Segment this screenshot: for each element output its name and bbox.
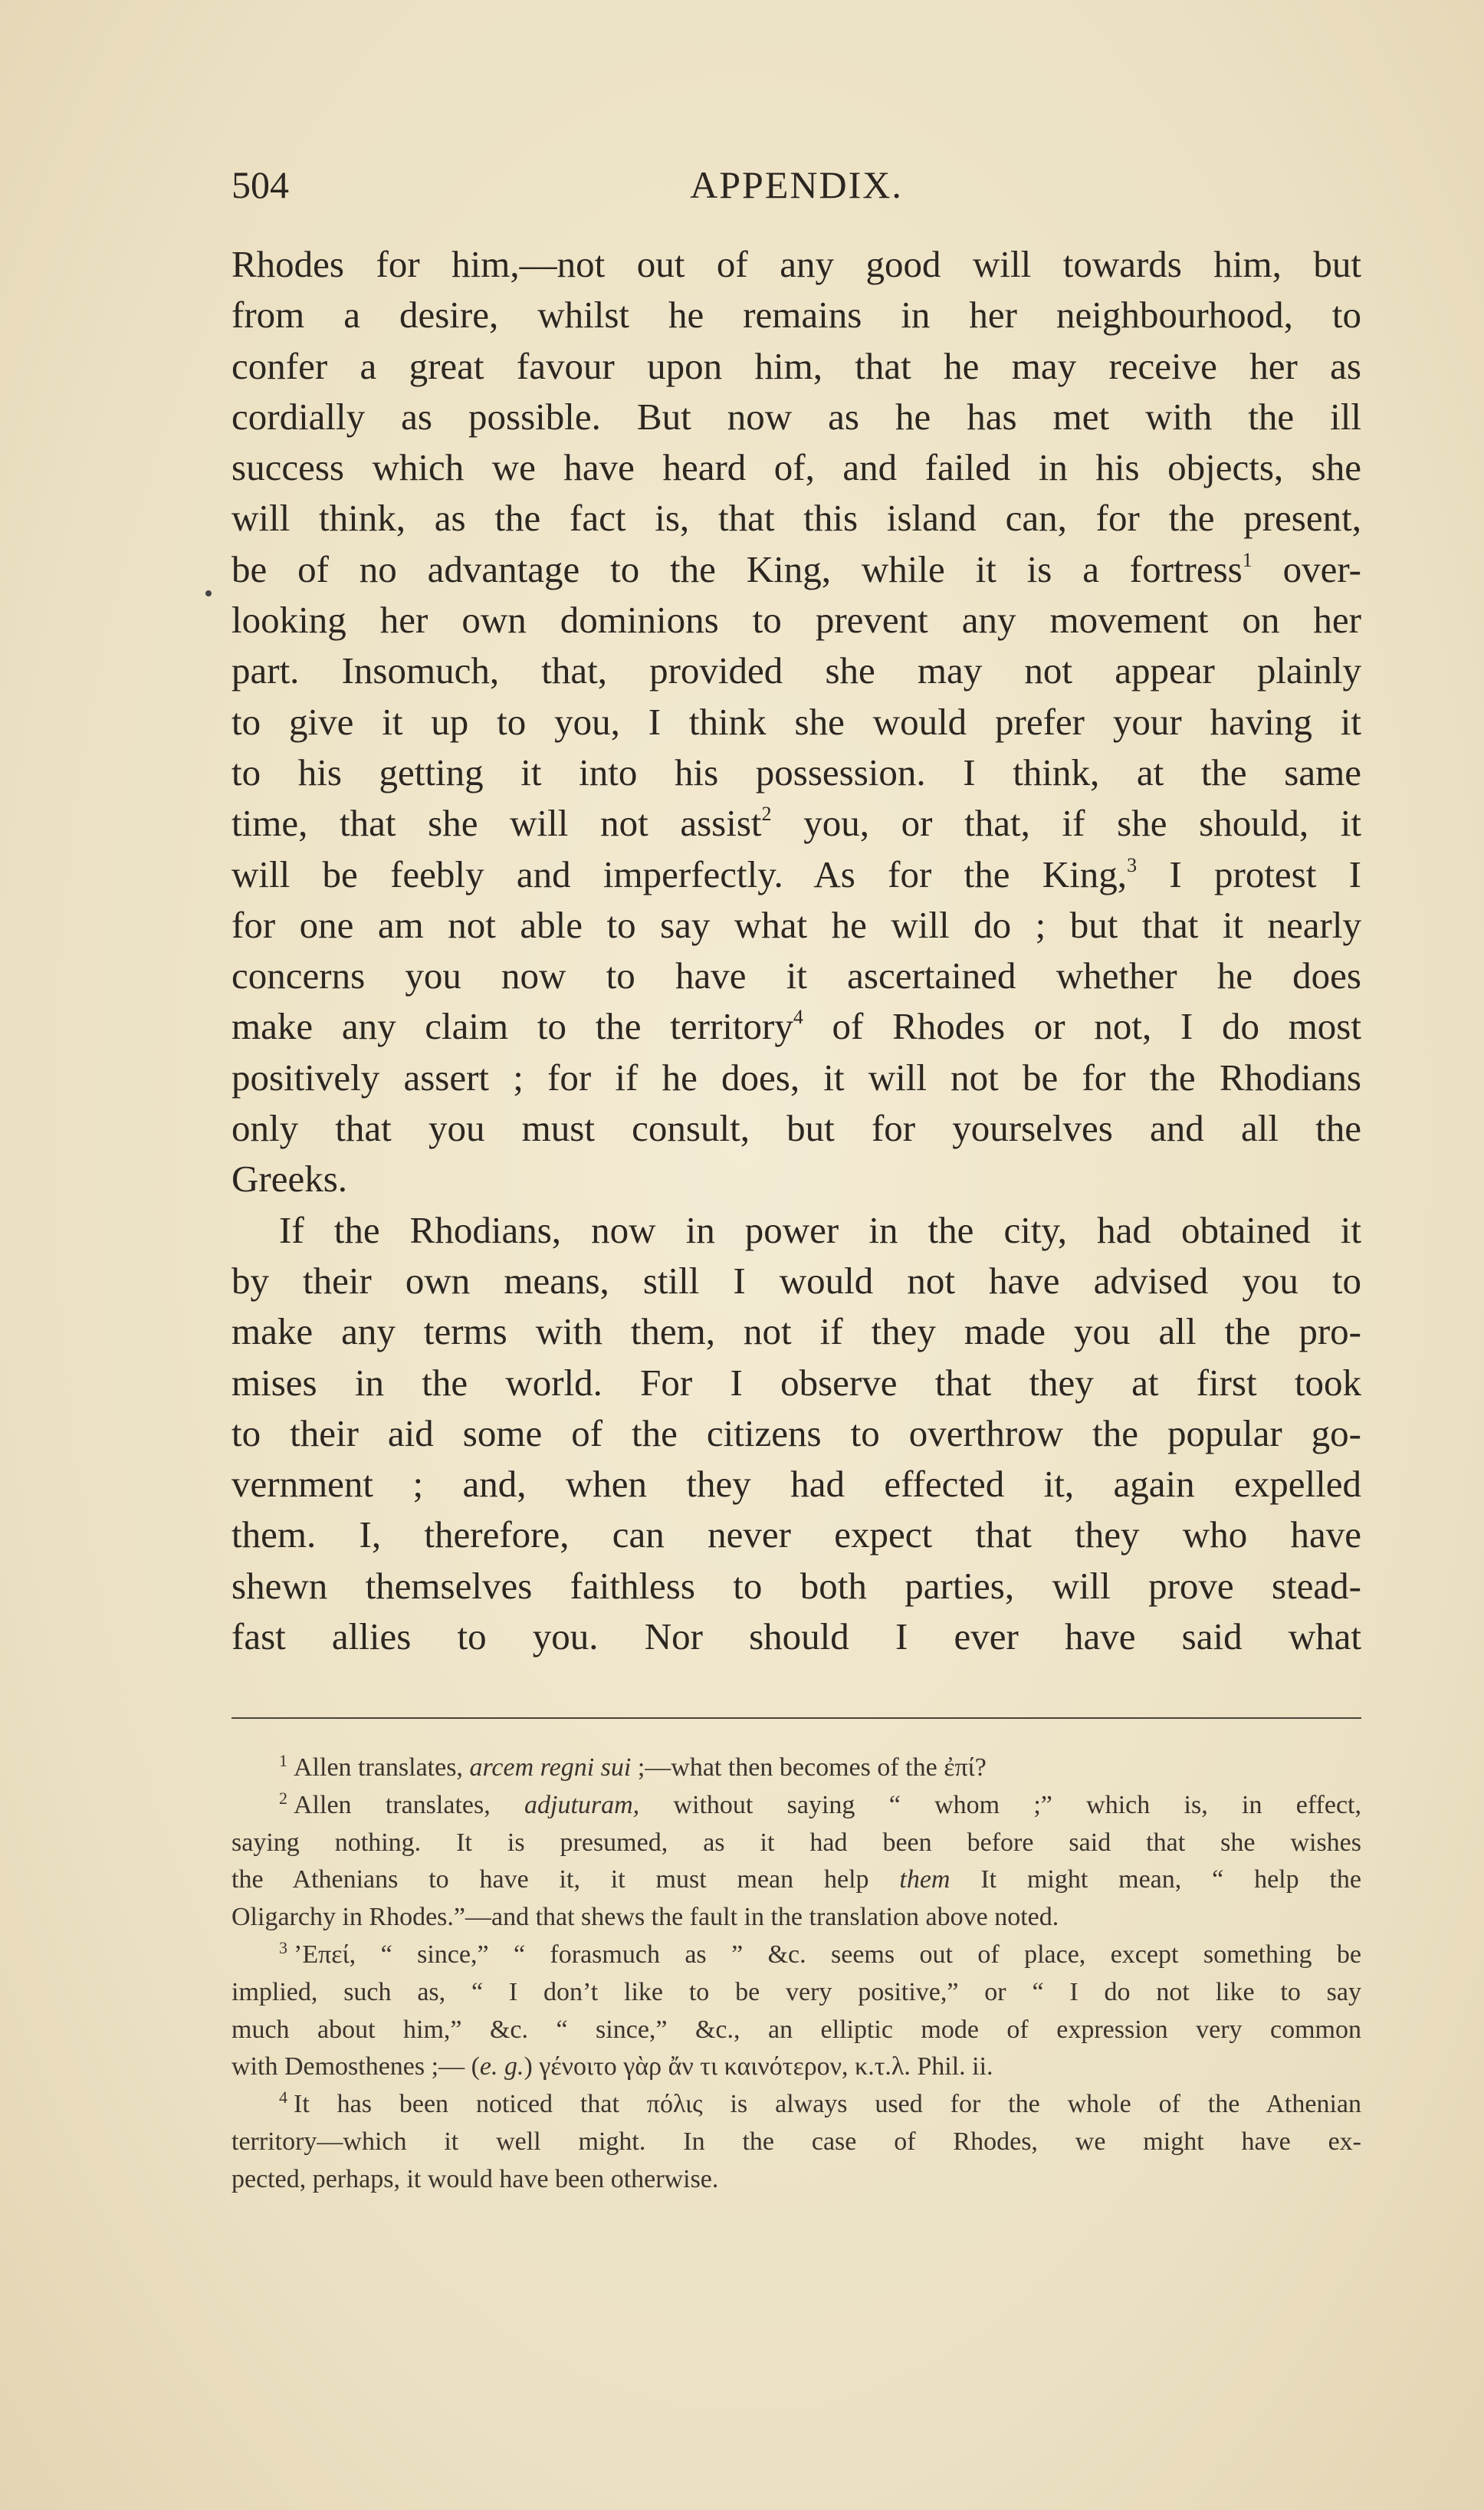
footnote-ref-3: 3 <box>1127 853 1138 876</box>
text-segment: make any claim to the territory <box>231 1005 793 1048</box>
text-line: looking her own dominions to prevent any movement on her <box>231 599 1361 642</box>
footnote-ref-2: 2 <box>761 803 772 826</box>
text-line: part. Insomuch, that, provided she may not appear plainly <box>231 649 1361 692</box>
text-line: by their own means, still I would not have advised you to <box>231 1259 1361 1302</box>
text-line: success which we have heard of, and failed in his objects, she <box>231 446 1361 489</box>
text-line: to give it up to you, I think she would prefer your having it <box>231 700 1361 743</box>
text-line <box>231 1001 1361 1052</box>
footnote-2 <box>231 1787 1361 1825</box>
text-segment: of Rhodes or not, I do most <box>803 1005 1361 1048</box>
text-line: concerns you now to have it ascertained whether he does <box>231 954 1361 997</box>
text-line: mises in the world. For I observe that they at first took <box>231 1361 1361 1404</box>
footnote-italic: adjuturam, <box>524 1790 640 1819</box>
footnote-italic: e. g. <box>479 2052 524 2081</box>
footnote-line: implied, such as, “ I don’t like to be very positive,” or “ I do not like to say <box>231 1977 1361 2006</box>
footnote-text: ;—what then becomes of the ἐπί? <box>631 1753 987 1782</box>
page-header <box>231 163 1361 216</box>
text-line: to their aid some of the citizens to overthrow the popular go- <box>231 1411 1361 1454</box>
text-line <box>231 849 1361 900</box>
footnote-text: Allen translates, <box>294 1753 470 1782</box>
text-line: Rhodes for him,—not out of any good will towards him, but <box>231 243 1361 285</box>
running-head: APPENDIX. <box>690 163 903 206</box>
footnote-text: Allen translates, <box>294 1790 524 1819</box>
text-line: make any terms with them, not if they made you all the pro- <box>231 1310 1361 1353</box>
footnote-text: the Athenians to have it, it must mean help <box>231 1865 900 1894</box>
footnote-rule <box>231 1717 1361 1719</box>
footnote-ref-1: 1 <box>1242 548 1253 571</box>
footnotes <box>231 1749 1361 2199</box>
text-line: only that you must consult, but for yourselves and all the <box>231 1107 1361 1150</box>
footnote-italic: them <box>899 1865 950 1894</box>
text-line: confer a great favour upon him, that he may receive her as <box>231 344 1361 387</box>
text-line <box>231 798 1361 849</box>
footnote-line: pected, perhaps, it would have been otherwise. <box>231 2164 719 2193</box>
text-line: from a desire, whilst he remains in her neighbourhood, to <box>231 294 1361 337</box>
page-number: 504 <box>231 163 289 206</box>
text-segment: I protest I <box>1137 853 1361 895</box>
footnote-mark: 4 <box>279 2088 287 2108</box>
text-line: cordially as possible. But now as he has met with the ill <box>231 395 1361 438</box>
footnote-3 <box>231 1937 1361 1974</box>
text-line: vernment ; and, when they had effected it, again expelled <box>231 1463 1361 1506</box>
footnote-text: without saying “ whom ;” which is, in effect, <box>639 1790 1361 1819</box>
footnote-ref-4: 4 <box>793 1006 803 1029</box>
footnote-1 <box>231 1749 1361 1787</box>
text-line: positively assert ; for if he does, it will not be for the Rhodians <box>231 1056 1361 1099</box>
footnote-text: ) γένοιτο γὰρ ἄν τι καινότερον, κ.τ.λ. Phil. ii. <box>524 2052 993 2081</box>
footnote-line: territory—which it well might. In the case of Rhodes, we might have ex- <box>231 2127 1361 2156</box>
footnote-line <box>231 1861 1361 1899</box>
footnote-text: ’Επεί, “ since,” “ forasmuch as ” &c. seems out of place, except something be <box>294 1940 1361 1969</box>
margin-mark <box>205 590 212 596</box>
body-text <box>231 239 1361 1662</box>
text-line: shewn themselves faithless to both parties, will prove stead- <box>231 1564 1361 1607</box>
footnote-text: It might mean, “ help the <box>950 1865 1361 1894</box>
text-line: fast allies to you. Nor should I ever have said what <box>231 1615 1361 1658</box>
footnote-4 <box>231 2086 1361 2124</box>
text-segment: over- <box>1252 547 1362 590</box>
footnote-text: It has been noticed that πόλις is always used for the whole of the Athenian <box>294 2090 1361 2119</box>
footnote-mark: 1 <box>279 1751 287 1770</box>
footnote-line <box>231 2048 1361 2086</box>
text-segment: will be feebly and imperfectly. As for the King, <box>231 853 1128 895</box>
text-line <box>231 544 1361 595</box>
footnote-mark: 3 <box>279 1937 287 1957</box>
footnote-mark: 2 <box>279 1788 287 1808</box>
text-line: If the Rhodians, now in power in the city, had obtained it <box>279 1208 1361 1251</box>
footnote-line: saying nothing. It is presumed, as it had been before said that she wishes <box>231 1828 1361 1857</box>
footnote-text: with Demosthenes ;— ( <box>231 2052 480 2081</box>
text-line: them. I, therefore, can never expect that they who have <box>231 1513 1361 1556</box>
footnote-line: much about him,” &c. “ since,” &c., an elliptic mode of expression very common <box>231 2015 1361 2044</box>
text-line: to his getting it into his possession. I think, at the same <box>231 751 1361 793</box>
text-line: will think, as the fact is, that this island can, for the present, <box>231 497 1361 540</box>
footnote-italic: arcem regni sui <box>469 1753 632 1782</box>
text-segment: you, or that, if she should, it <box>771 802 1361 845</box>
text-line: for one am not able to say what he will do ; but that it nearly <box>231 903 1361 946</box>
text-segment: be of no advantage to the King, while it is a fortress <box>231 547 1243 590</box>
text-line: Greeks. <box>231 1158 348 1201</box>
text-segment: time, that she will not assist <box>231 802 762 845</box>
footnote-line: Oligarchy in Rhodes.”—and that shews the fault in the translation above noted. <box>231 1903 1059 1932</box>
